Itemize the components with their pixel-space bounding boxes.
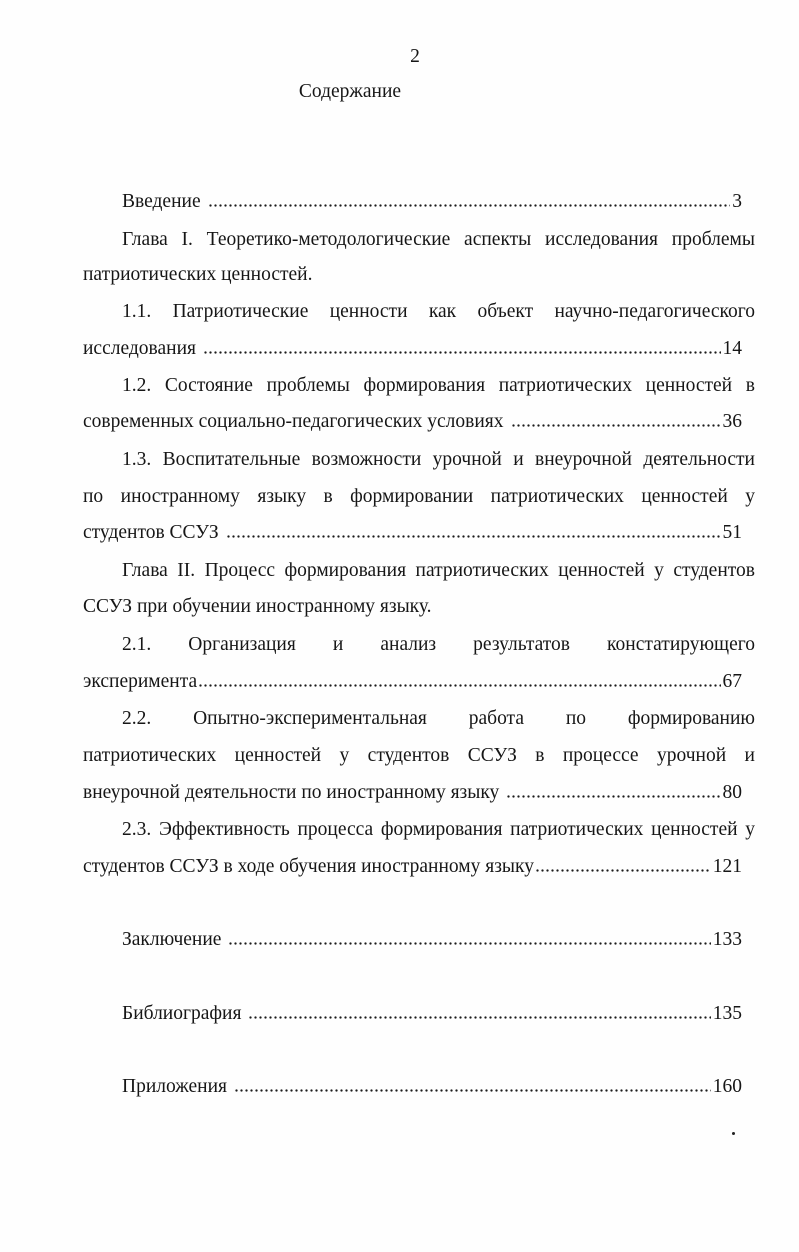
- toc-entry-line: 2.1. Организация и анализ результатов констатирующего: [122, 634, 755, 655]
- toc-entry-last-line: [83, 521, 742, 545]
- toc-entry-line: 2.2. Опытно-экспериментальная работа по формированию: [122, 708, 755, 729]
- toc-entry-bibliography: [122, 1002, 742, 1026]
- dot-leader: [535, 866, 711, 872]
- toc-entry-last-line: [83, 337, 742, 361]
- toc-entry-line: патриотических ценностей у студентов ССУЗ в процессе урочной и: [83, 745, 755, 766]
- toc-entry-title: Введение: [122, 191, 201, 212]
- dot-leader: [203, 348, 721, 354]
- dot-leader: [506, 792, 720, 798]
- toc-entry-title: эксперимента: [83, 671, 198, 692]
- toc-entry-introduction: [122, 190, 742, 214]
- page-number: 2: [410, 46, 420, 67]
- toc-entry-line: Глава I. Теоретико-методологические аспекты исследования проблемы: [122, 229, 755, 250]
- page-title: Содержание: [298, 81, 402, 102]
- toc-entry-line: ССУЗ при обучении иностранному языку.: [83, 596, 432, 617]
- dot-leader: [208, 201, 731, 207]
- toc-entry-appendices: [122, 1075, 742, 1099]
- toc-entry-title: исследования: [83, 338, 196, 359]
- toc-page-number: 51: [722, 522, 742, 543]
- toc-entry-line: по иностранному языку в формировании патриотических ценностей у: [83, 486, 755, 507]
- toc-entry-title: студентов ССУЗ: [83, 522, 219, 543]
- toc-page-number: 160: [712, 1076, 742, 1097]
- toc-page-number: 67: [722, 671, 742, 692]
- toc-entry-title: внеурочной деятельности по иностранному языку: [83, 782, 500, 803]
- toc-entry-title: современных социально-педагогических условиях: [83, 411, 504, 432]
- toc-page-number: 3: [732, 191, 742, 212]
- toc-entry-line: Глава II. Процесс формирования патриотических ценностей у студентов: [122, 560, 755, 581]
- toc-entry-line: 1.3. Воспитательные возможности урочной и внеурочной деятельности: [122, 449, 755, 470]
- toc-entry-line: 1.2. Состояние проблемы формирования патриотических ценностей в: [122, 375, 755, 396]
- dot-leader: [228, 939, 710, 945]
- scan-speck: [732, 1132, 735, 1135]
- toc-entry-line: 2.3. Эффективность процесса формирования патриотических ценностей у: [122, 819, 755, 840]
- toc-entry-title: Приложения: [122, 1076, 227, 1097]
- toc-entry-line: патриотических ценностей.: [83, 264, 313, 285]
- toc-entry-line: 1.1. Патриотические ценности как объект научно-педагогического: [122, 301, 755, 322]
- dot-leader: [234, 1086, 711, 1092]
- dot-leader: [198, 681, 720, 687]
- dot-leader: [248, 1013, 710, 1019]
- toc-page-number: 14: [722, 338, 742, 359]
- dot-leader: [226, 532, 721, 538]
- toc-entry-last-line: [83, 855, 742, 879]
- toc-entry-last-line: [83, 781, 742, 805]
- dot-leader: [511, 421, 721, 427]
- toc-page-number: 36: [722, 411, 742, 432]
- toc-entry-last-line: [83, 410, 742, 434]
- toc-page-number: 135: [712, 1003, 742, 1024]
- toc-page-number: 80: [722, 782, 742, 803]
- toc-entry-last-line: [83, 670, 742, 694]
- toc-page-number: 121: [712, 856, 742, 877]
- toc-page-number: 133: [712, 929, 742, 950]
- toc-entry-title: Заключение: [122, 929, 222, 950]
- toc-entry-title: студентов ССУЗ в ходе обучения иностранному языку: [83, 856, 534, 877]
- toc-entry-title: Библиография: [122, 1003, 242, 1024]
- toc-entry-conclusion: [122, 928, 742, 952]
